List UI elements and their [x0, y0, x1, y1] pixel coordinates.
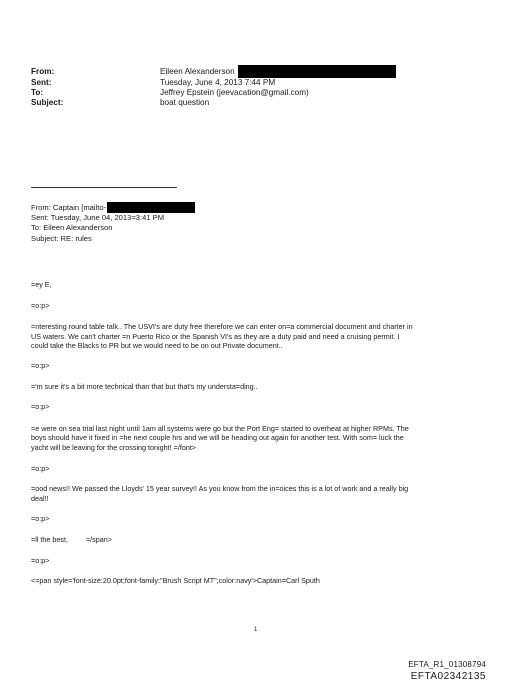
- sent-label: Sent:: [31, 78, 52, 87]
- forwarded-subject: Subject: RE: rules: [31, 233, 92, 243]
- forwarded-sent: Sent: Tuesday, June 04, 2013=3:41 PM: [31, 213, 165, 223]
- subject-label: Subject:: [31, 98, 64, 108]
- subject-value: boat question: [160, 98, 210, 108]
- header-sent-row: [31, 78, 396, 88]
- op-tag: =o:p>: [31, 300, 50, 310]
- forwarded-from: From: Captain [mailto-: [31, 203, 107, 212]
- header-to-row: [31, 88, 396, 98]
- op-tag: =o:p>: [31, 360, 50, 370]
- text-line: boys should have it fixed in =he next couple hrs and we will be heading out again for another test. With som= luck the: [31, 433, 404, 443]
- bates-number-primary: EFTA_R1_01308794: [408, 660, 486, 669]
- paragraph-1: [31, 322, 486, 351]
- from-value: Eileen Alexanderson: [160, 67, 235, 76]
- text-line: =nteresting round table talk.. The USVI's are duty free therefore we can enter on=a commercial document and charter in: [31, 322, 413, 332]
- op-tag: =o:p>: [31, 555, 50, 565]
- bates-number-secondary: EFTA02342135: [410, 671, 486, 682]
- redaction-box: [107, 202, 195, 213]
- text-line: US waters. We can't charter =n Puerto Rico or the Spanish VI's as they are a duty paid and need a cruising permit. I: [31, 331, 400, 341]
- op-tag: =o:p>: [31, 463, 50, 473]
- closing-text: =ll the best,: [31, 534, 68, 544]
- text-line: yacht will be leaving for the crossing tonight! =/font>: [31, 442, 197, 452]
- closing-line: [31, 535, 486, 545]
- forwarded-to: To: Eileen Alexanderson: [31, 223, 113, 233]
- page-number: 1: [254, 627, 258, 633]
- text-line: could take the Blacks to PR but we would need to be on out Private document..: [31, 341, 283, 351]
- to-label: To:: [31, 88, 44, 98]
- email-header: [31, 67, 396, 109]
- email-body: [31, 280, 486, 586]
- signature-line: <=pan style='font-size:20.0pt;font-family:"Brush Script MT";color:navy'>Captain=Carl Sputh: [31, 576, 320, 586]
- separator-line: [31, 187, 177, 188]
- paragraph-4: [31, 484, 486, 503]
- greeting: =ey E,: [31, 280, 52, 289]
- header-from-row: [31, 67, 396, 78]
- forwarded-from-row: [31, 203, 195, 213]
- from-label: From:: [31, 67, 55, 76]
- paragraph-3: [31, 424, 486, 453]
- paragraph-2: ='m sure it's a bit more technical than that but that's my understa=ding..: [31, 381, 258, 391]
- text-line: =e were on sea trial last night until 1am all systems were go but the Port Eng= started to overheat at higher RPMs. The: [31, 423, 409, 433]
- redaction-box: [238, 65, 396, 78]
- closing-span-tag: =/span>: [85, 534, 112, 544]
- op-tag: =o:p>: [31, 402, 50, 412]
- header-subject-row: [31, 98, 396, 108]
- text-line: =ood news!! We passed the Lloyds' 15 year survey!! As you know from the in=oices this is a lot of work and a really big: [31, 484, 409, 494]
- text-line: deal!!: [31, 493, 49, 503]
- op-tag: =o:p>: [31, 514, 50, 524]
- sent-value: Tuesday, June 4, 2013 7:44 PM: [160, 78, 276, 87]
- to-value: Jeffrey Epstein (jeevacation@gmail.com): [160, 88, 309, 98]
- forwarded-header: [31, 203, 195, 244]
